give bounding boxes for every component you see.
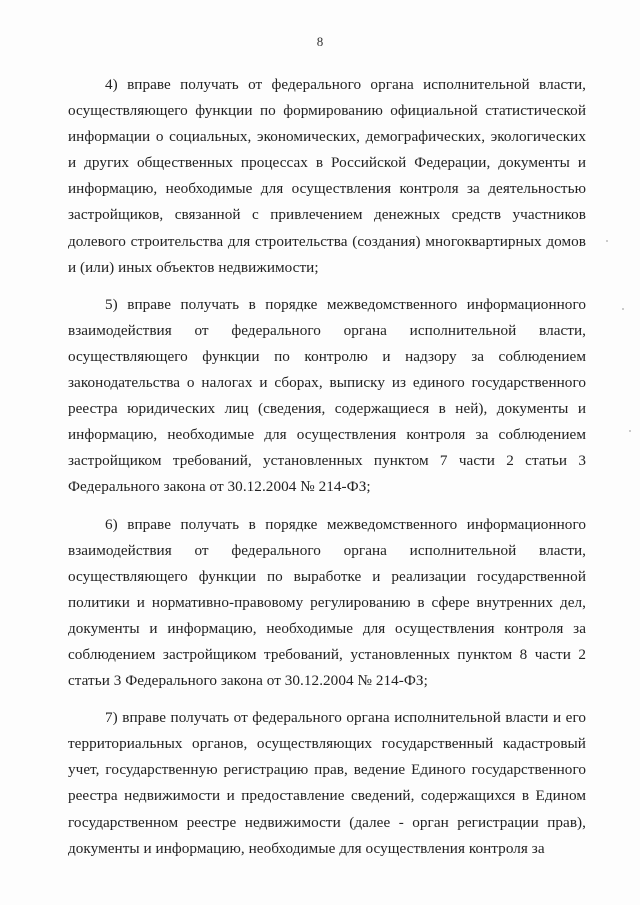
paragraph-item-5: 5) вправе получать в порядке межведомственного информационного взаимодействия от федерального органа исполнительной власти, осуществляющего функции по контролю и надзору за соблюдением законодательства о налогах и сборах, выписку из единого государственного реестра юридических лиц (сведения, содержащиеся в ней), документы и информацию, необходимые для осуществления контроля за соблюдением застройщиком требований, установленных пунктом 7 части 2 статьи 3 Федерального закона от 30.12.2004 № 214-ФЗ; bbox=[68, 295, 586, 496]
paragraph-item-6: 6) вправе получать в порядке межведомственного информационного взаимодействия от федерального органа исполнительной власти, осуществляющего функции по выработке и реализации государственной политики и нормативно-правовому регулированию в сфере внутренних дел, документы и информацию, необходимые для осуществления контроля за соблюдением застройщиком требований, установленных пунктом 8 части 2 статьи 3 Федерального закона от 30.12.2004 № 214-ФЗ; bbox=[68, 515, 586, 690]
scan-speck bbox=[606, 240, 608, 242]
paragraph-item-7: 7) вправе получать от федерального органа исполнительной власти и его территориальных органов, осуществляющих государственный кадастровый учет, государственную регистрацию прав, ведение Единого государственного реестра недвижимости и предоставление сведений, содержащихся в Едином государственном реестре недвижимости (далее - орган регистрации прав), документы и информацию, необходимые для осуществления контроля за bbox=[68, 709, 586, 857]
page-number: 8 bbox=[316, 34, 324, 49]
scan-speck bbox=[629, 430, 631, 432]
paragraph-item-4: 4) вправе получать от федерального органа исполнительной власти, осуществляющего функции по формированию официальной статистической информации о социальных, экономических, демографических, экологических и других общественных процессах в Российской Федерации, документы и информацию, необходимые для осуществления контроля за деятельностью застройщиков, связанной с привлечением денежных средств участников долевого строительства для строительства (создания) многоквартирных домов и (или) иных объектов недвижимости; bbox=[68, 76, 586, 276]
scan-speck bbox=[622, 308, 624, 310]
